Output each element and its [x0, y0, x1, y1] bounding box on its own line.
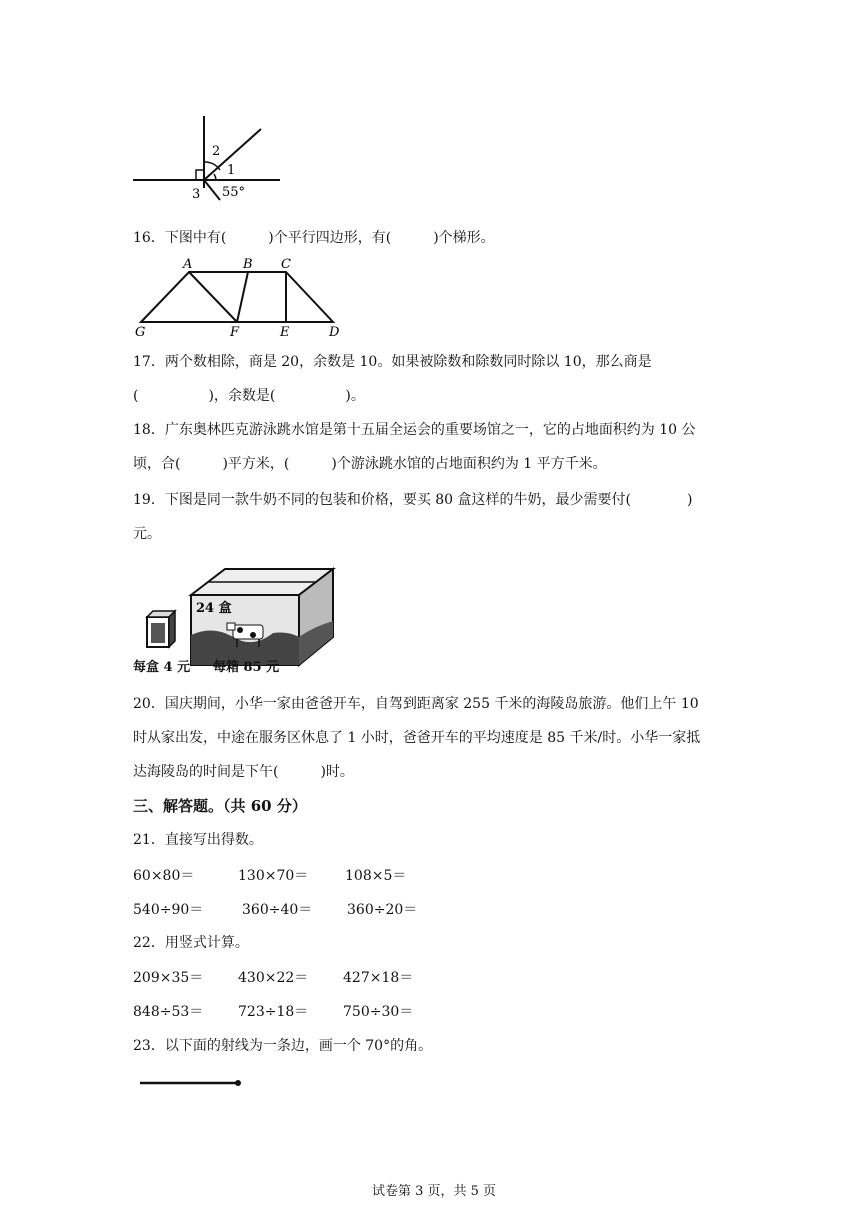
point-D: D	[329, 325, 340, 338]
question-20-line-1: 20．国庆期间，小华一家由爸爸开车，自驾到距离家 255 千米的海陵岛旅游。他们上午 10	[133, 696, 699, 712]
ray-down-right	[204, 180, 220, 200]
case-count-label: 24 盒	[196, 601, 232, 616]
question-18-line-1: 18．广东奥林匹克游泳跳水馆是第十五届全运会的重要场馆之一，它的占地面积约为 10 公	[133, 422, 696, 438]
calc-item: 108×5＝	[345, 868, 407, 884]
question-19-line-1: 19．下图是同一款牛奶不同的包装和价格，要买 80 盒这样的牛奶，最少需要付( )	[133, 492, 693, 508]
calc-item: 60×80＝	[133, 868, 195, 884]
point-A: A	[183, 257, 193, 272]
question-20-line-3: 达海陵岛的时间是下午( )时。	[133, 764, 354, 780]
page-footer: 试卷第 3 页，共 5 页	[371, 1184, 497, 1199]
calc-item: 723÷18＝	[238, 1004, 309, 1020]
segment-BF	[237, 272, 248, 322]
question-21-title: 21．直接写出得数。	[133, 832, 263, 848]
label-3: 3	[192, 187, 201, 202]
trapezoid-outline	[141, 272, 333, 322]
calc-item: 360÷40＝	[242, 902, 313, 918]
question-23-title: 23．以下面的射线为一条边，画一个 70°的角。	[133, 1038, 433, 1054]
calc-item: 848÷53＝	[133, 1004, 204, 1020]
question-22-title: 22．用竖式计算。	[133, 935, 249, 951]
ray-figure	[138, 1076, 246, 1090]
calc-item: 750÷30＝	[343, 1004, 414, 1020]
calc-item: 430×22＝	[238, 970, 309, 986]
label-angle: 55°	[222, 185, 246, 200]
label-1: 1	[227, 163, 236, 178]
milk-case-icon	[191, 569, 333, 665]
calc-item: 360÷20＝	[347, 902, 418, 918]
calc-item: 540÷90＝	[133, 902, 204, 918]
case-price-label: 每箱 85 元	[213, 660, 280, 675]
question-18-line-2: 顷，合( )平方米，( )个游泳跳水馆的占地面积约为 1 平方千米。	[133, 456, 607, 472]
single-milk-box-icon	[147, 611, 175, 647]
question-17-line-1: 17．两个数相除，商是 20，余数是 10。如果被除数和除数同时除以 10，那么商是	[133, 354, 652, 370]
label-2: 2	[212, 144, 221, 159]
point-G: G	[135, 325, 146, 338]
calc-item: 427×18＝	[343, 970, 414, 986]
question-19-line-2: 元。	[133, 526, 161, 542]
point-F: F	[230, 325, 240, 338]
ray-endpoint	[235, 1080, 241, 1086]
segment-AF	[189, 272, 237, 322]
calc-item: 130×70＝	[238, 868, 309, 884]
single-price-label: 每盒 4 元	[133, 660, 191, 675]
question-17-line-2: ( )，余数是( )。	[133, 388, 365, 404]
point-C: C	[281, 257, 291, 272]
right-angle-mark	[196, 170, 204, 180]
trapezoid-figure	[133, 256, 348, 338]
calc-item: 209×35＝	[133, 970, 204, 986]
question-20-line-2: 时从家出发，中途在服务区休息了 1 小时，爸爸开车的平均速度是 85 千米/时。小华一家抵	[133, 730, 701, 746]
question-16: 16．下图中有( )个平行四边形，有( )个梯形。	[133, 230, 495, 246]
section-3-title: 三、解答题。（共 60 分）	[133, 797, 307, 815]
angle-figure	[130, 112, 290, 204]
point-E: E	[280, 325, 290, 338]
point-B: B	[243, 257, 253, 272]
